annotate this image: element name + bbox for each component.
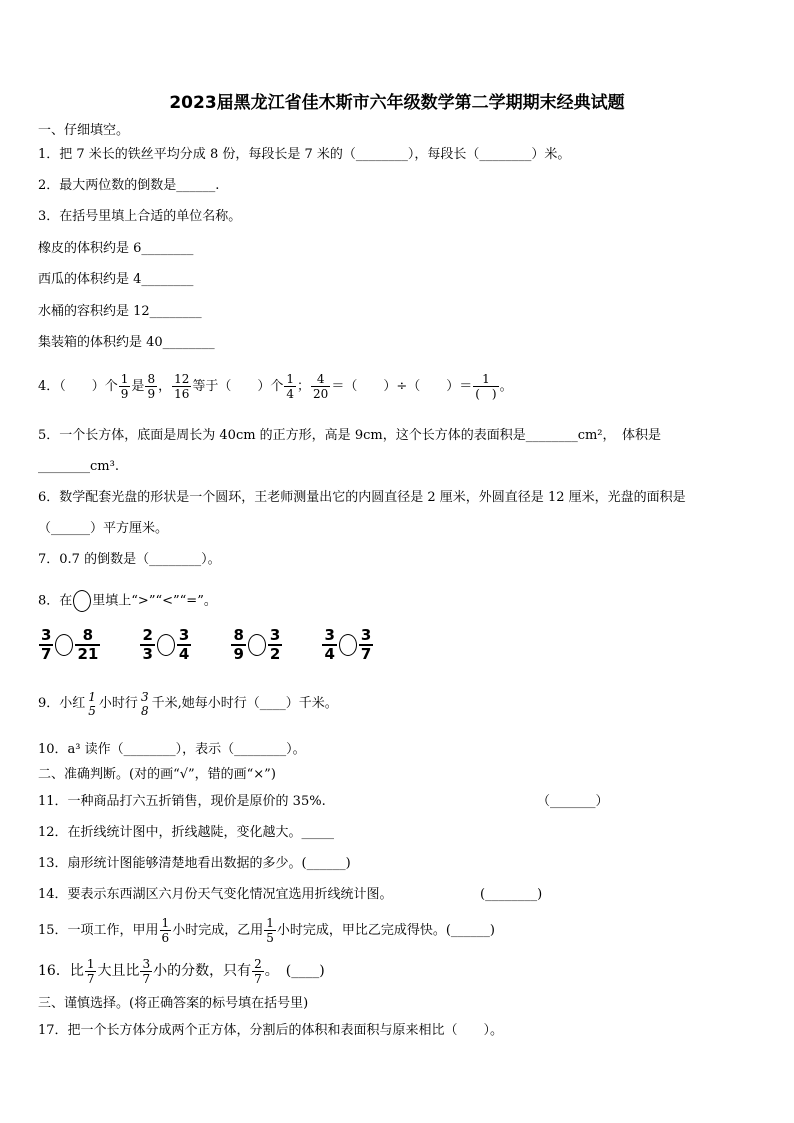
circle-blank-icon xyxy=(55,634,73,656)
compare-item: $\frac{3}{4}$ $\frac{3}{7}$ xyxy=(324,626,372,663)
question-8-items xyxy=(38,628,408,662)
question-2: 2．最大两位数的倒数是______. xyxy=(38,178,220,193)
question-12: 12．在折线统计图中，折线越陡，变化越大。_____ xyxy=(38,825,335,840)
fraction: $\frac{1}{9}$ xyxy=(120,372,129,401)
question-7: 7．0.7 的倒数是（________）。 xyxy=(38,552,221,567)
compare-item: $\frac{8}{9}$ $\frac{3}{2}$ xyxy=(233,626,281,663)
fraction: $\frac{1}{6}$ xyxy=(161,916,170,945)
question-3d: 集装箱的体积约是 40________ xyxy=(38,335,215,350)
question-11: 11．一种商品打六五折销售，现价是原价的 35%. xyxy=(38,794,326,809)
question-3c: 水桶的容积约是 12________ xyxy=(38,304,202,319)
fraction: $\frac{2}{7}$ xyxy=(254,956,262,986)
question-10: 10．a³ 读作（________），表示（________）。 xyxy=(38,742,306,757)
question-11-blank: （_______） xyxy=(537,794,609,809)
compare-item: $\frac{2}{3}$ $\frac{3}{4}$ xyxy=(142,626,190,663)
fraction: $\frac{3}{7}$ xyxy=(142,956,151,986)
question-8: 8．在 里填上“>”“<”“=”。 xyxy=(38,590,217,613)
fraction: $\frac{1}{4}$ xyxy=(286,372,295,401)
question-17: 17．把一个长方体分成两个正方体，分割后的体积和表面积与原来相比（ ）。 xyxy=(38,1023,504,1038)
question-1: 1．把 7 米长的铁丝平均分成 8 份，每段长是 7 米的（________），每段长（________）米。 xyxy=(38,147,571,162)
question-9: 9．小红 1 5 小时行 3 8 千米,她每小时行（____）千米。 xyxy=(38,689,338,718)
fraction: 1 5 xyxy=(88,689,96,718)
question-16: 16．比 $\frac{1}{7}$ 大且比 $\frac{3}{7}$ 小的分数，只有 $\frac{2}{7}$ 。 (____) xyxy=(38,956,325,986)
circle-blank-icon xyxy=(73,590,91,612)
section-3-heading: 三、谨慎选择。(将正确答案的标号填在括号里) xyxy=(38,996,309,1011)
circle-blank-icon xyxy=(157,634,175,656)
fraction: $\frac{4}{20}$ xyxy=(313,372,329,401)
fraction: $\frac{1}{5}$ xyxy=(266,916,274,945)
circle-blank-icon xyxy=(339,634,357,656)
fraction: $\frac{1}{( )}$ xyxy=(475,372,497,401)
question-14-blank: (________) xyxy=(480,887,543,902)
question-3b: 西瓜的体积约是 4________ xyxy=(38,272,194,287)
fraction: $\frac{1}{7}$ xyxy=(86,956,95,986)
compare-item: $\frac{3}{7}$ $\frac{8}{21}$ xyxy=(41,626,99,663)
section-2-heading: 二、准确判断。(对的画“√”，错的画“×”) xyxy=(38,767,276,782)
question-5-line2: ________cm³. xyxy=(38,459,119,474)
question-6-line1: 6．数学配套光盘的形状是一个圆环，王老师测量出它的内圆直径是 2 厘米，外圆直径是 12 厘米，光盘的面积是 xyxy=(38,490,686,505)
fraction: 3 8 xyxy=(140,689,149,718)
question-5-line1: 5．一个长方体，底面是周长为 40cm 的正方形，高是 9cm，这个长方体的表面积是________cm²， 体积是 xyxy=(38,428,662,443)
question-6-line2: （______）平方厘米。 xyxy=(38,521,169,536)
fraction: $\frac{8}{9}$ xyxy=(147,372,156,401)
circle-blank-icon xyxy=(248,634,266,656)
page-title: 2023届黑龙江省佳木斯市六年级数学第二学期期末经典试题 xyxy=(169,93,625,113)
question-15: 15．一项工作，甲用 $\frac{1}{6}$ 小时完成，乙用 $\frac{1}{5}$ 小时完成，甲比乙完成得快。(______) xyxy=(38,916,495,945)
question-3a: 橡皮的体积约是 6________ xyxy=(38,241,194,256)
question-3: 3．在括号里填上合适的单位名称。 xyxy=(38,209,242,224)
question-4: 4．（ ）个 $\frac{1}{9}$ 是 $\frac{8}{9}$ ， $\frac{12}{16}$ 等于（ ）个 $\frac{1}{4}$ ； $\frac{4}{20}$ ＝（ ）÷（ ）＝ $\frac{1}{( )}$ 。 xyxy=(38,372,513,401)
question-13: 13．扇形统计图能够清楚地看出数据的多少。(______) xyxy=(38,856,351,871)
fraction: $\frac{12}{16}$ xyxy=(174,372,190,401)
question-14: 14．要表示东西湖区六月份天气变化情况宜选用折线统计图。 xyxy=(38,887,393,902)
section-1-heading: 一、仔细填空。 xyxy=(38,123,130,138)
